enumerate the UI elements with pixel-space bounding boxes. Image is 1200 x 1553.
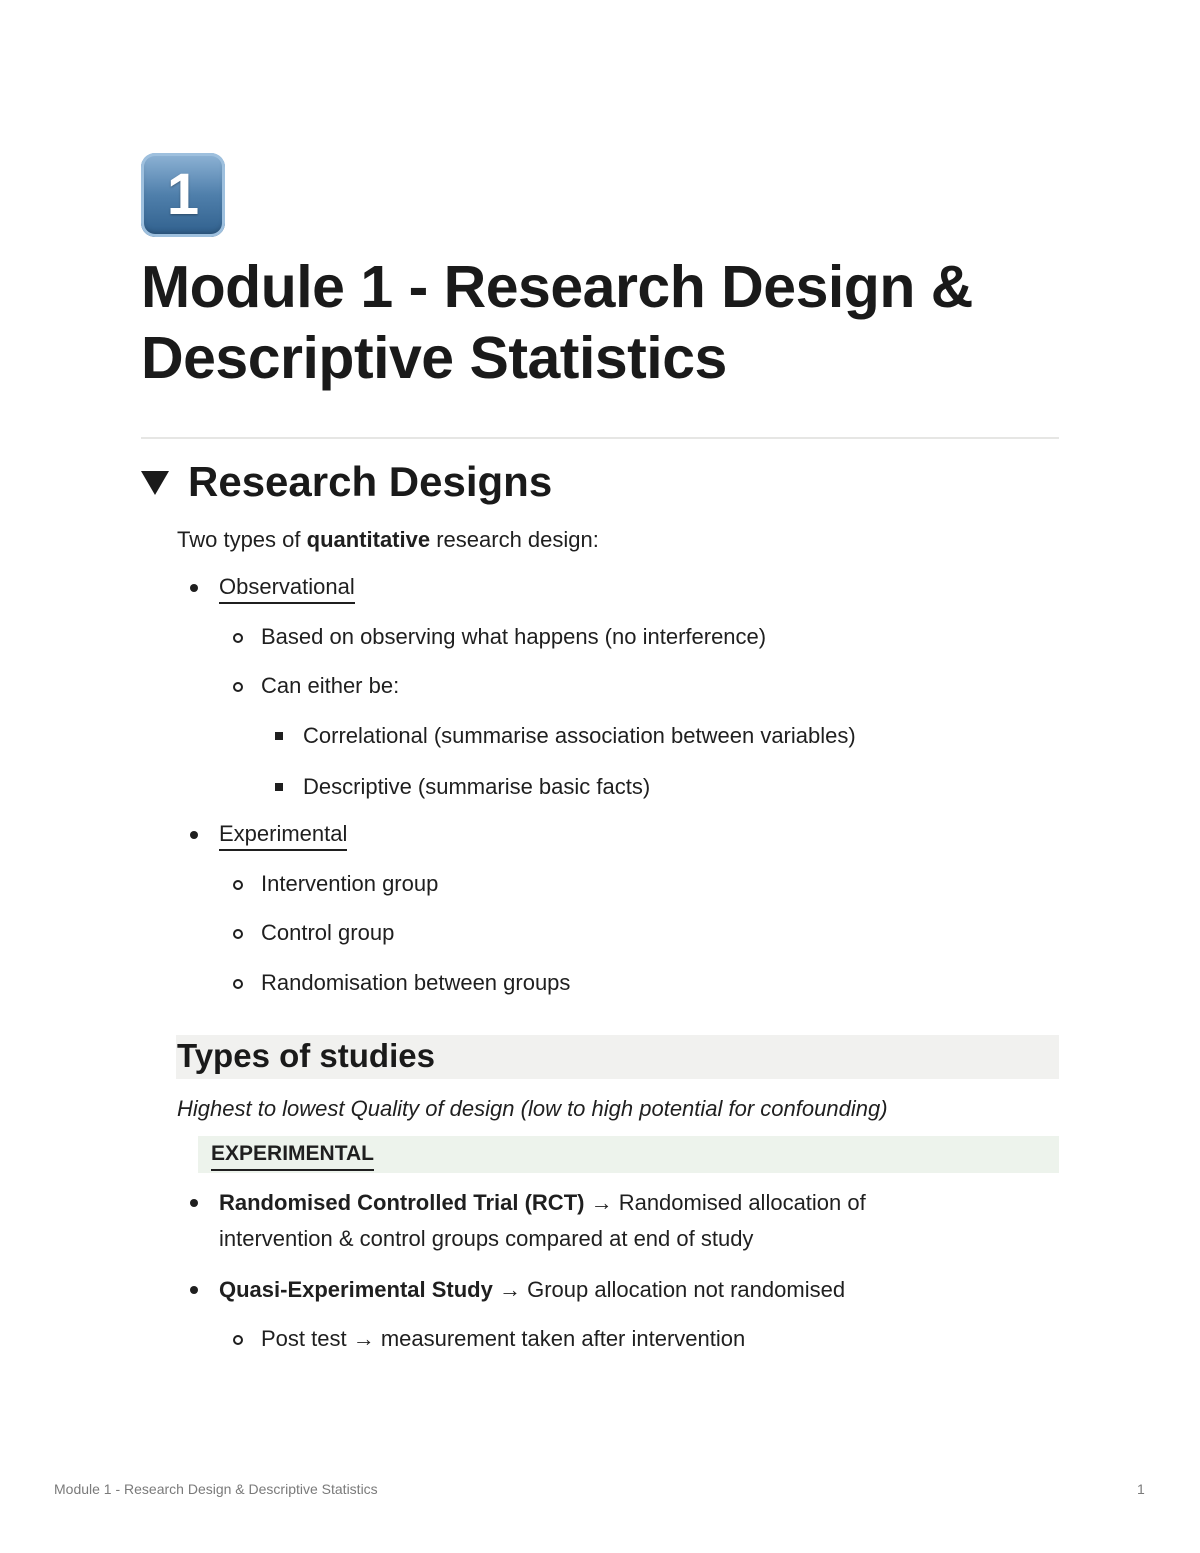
bullet-disc-icon [190, 1199, 198, 1207]
bullet-disc-icon [190, 1286, 198, 1294]
divider [141, 437, 1059, 439]
list-item-quasi [219, 1272, 979, 1308]
experimental-callout [198, 1136, 1059, 1173]
footer-doc-title: Module 1 - Research Design & Descriptive Statistics [54, 1481, 378, 1497]
experimental-section-label: EXPERIMENTAL [211, 1140, 374, 1171]
page-title: Module 1 - Research Design & Descriptive Statistics [141, 254, 973, 391]
bullet-circle-icon [233, 929, 243, 939]
bullet-disc-icon [190, 584, 198, 592]
bullet-disc-icon [190, 831, 198, 839]
bullet-circle-icon [233, 682, 243, 692]
toggle-triangle-icon[interactable] [141, 471, 169, 495]
bullet-circle-icon [233, 880, 243, 890]
rct-description: → Randomised allocation of intervention & control groups compared at end of study [219, 1190, 866, 1251]
list-item: Based on observing what happens (no interference) [261, 624, 767, 649]
keycap-one-icon [141, 153, 225, 237]
list-item: Control group [261, 920, 395, 945]
list-item: Descriptive (summarise basic facts) [303, 774, 651, 799]
footer-page-number: 1 [1137, 1481, 1145, 1497]
list-item: Correlational (summarise association between variables) [303, 723, 856, 748]
research-designs-heading: Research Designs [188, 458, 553, 505]
list-item: Can either be: [261, 673, 400, 698]
list-item-experimental [219, 820, 347, 848]
toggle-research-designs[interactable] [141, 455, 552, 509]
intro-suffix: research design: [430, 527, 599, 552]
list-item: Randomisation between groups [261, 970, 571, 995]
page-icon-text: 1 [166, 162, 200, 227]
list-item-observational [219, 573, 355, 601]
bullet-square-icon [275, 732, 283, 740]
types-of-studies-block [176, 1035, 1059, 1079]
list-item: Post test → measurement taken after intervention [261, 1326, 746, 1351]
intro-text [177, 526, 599, 554]
quasi-title: Quasi-Experimental Study [219, 1277, 493, 1302]
bullet-circle-icon [233, 633, 243, 643]
types-of-studies-heading: Types of studies [177, 1037, 435, 1074]
list-item-rct [219, 1185, 979, 1257]
quasi-description: → Group allocation not randomised [492, 1277, 846, 1302]
bullet-square-icon [275, 783, 283, 791]
list-item: Intervention group [261, 871, 439, 896]
experimental-label: Experimental [219, 821, 347, 851]
quality-subtitle: Highest to lowest Quality of design (low to high potential for confounding) [177, 1096, 888, 1121]
rct-title: Randomised Controlled Trial (RCT) [219, 1190, 585, 1215]
intro-prefix: Two types of [177, 527, 307, 552]
observational-label: Observational [219, 574, 355, 604]
intro-bold: quantitative [306, 527, 431, 552]
bullet-circle-icon [233, 1335, 243, 1345]
bullet-circle-icon [233, 979, 243, 989]
